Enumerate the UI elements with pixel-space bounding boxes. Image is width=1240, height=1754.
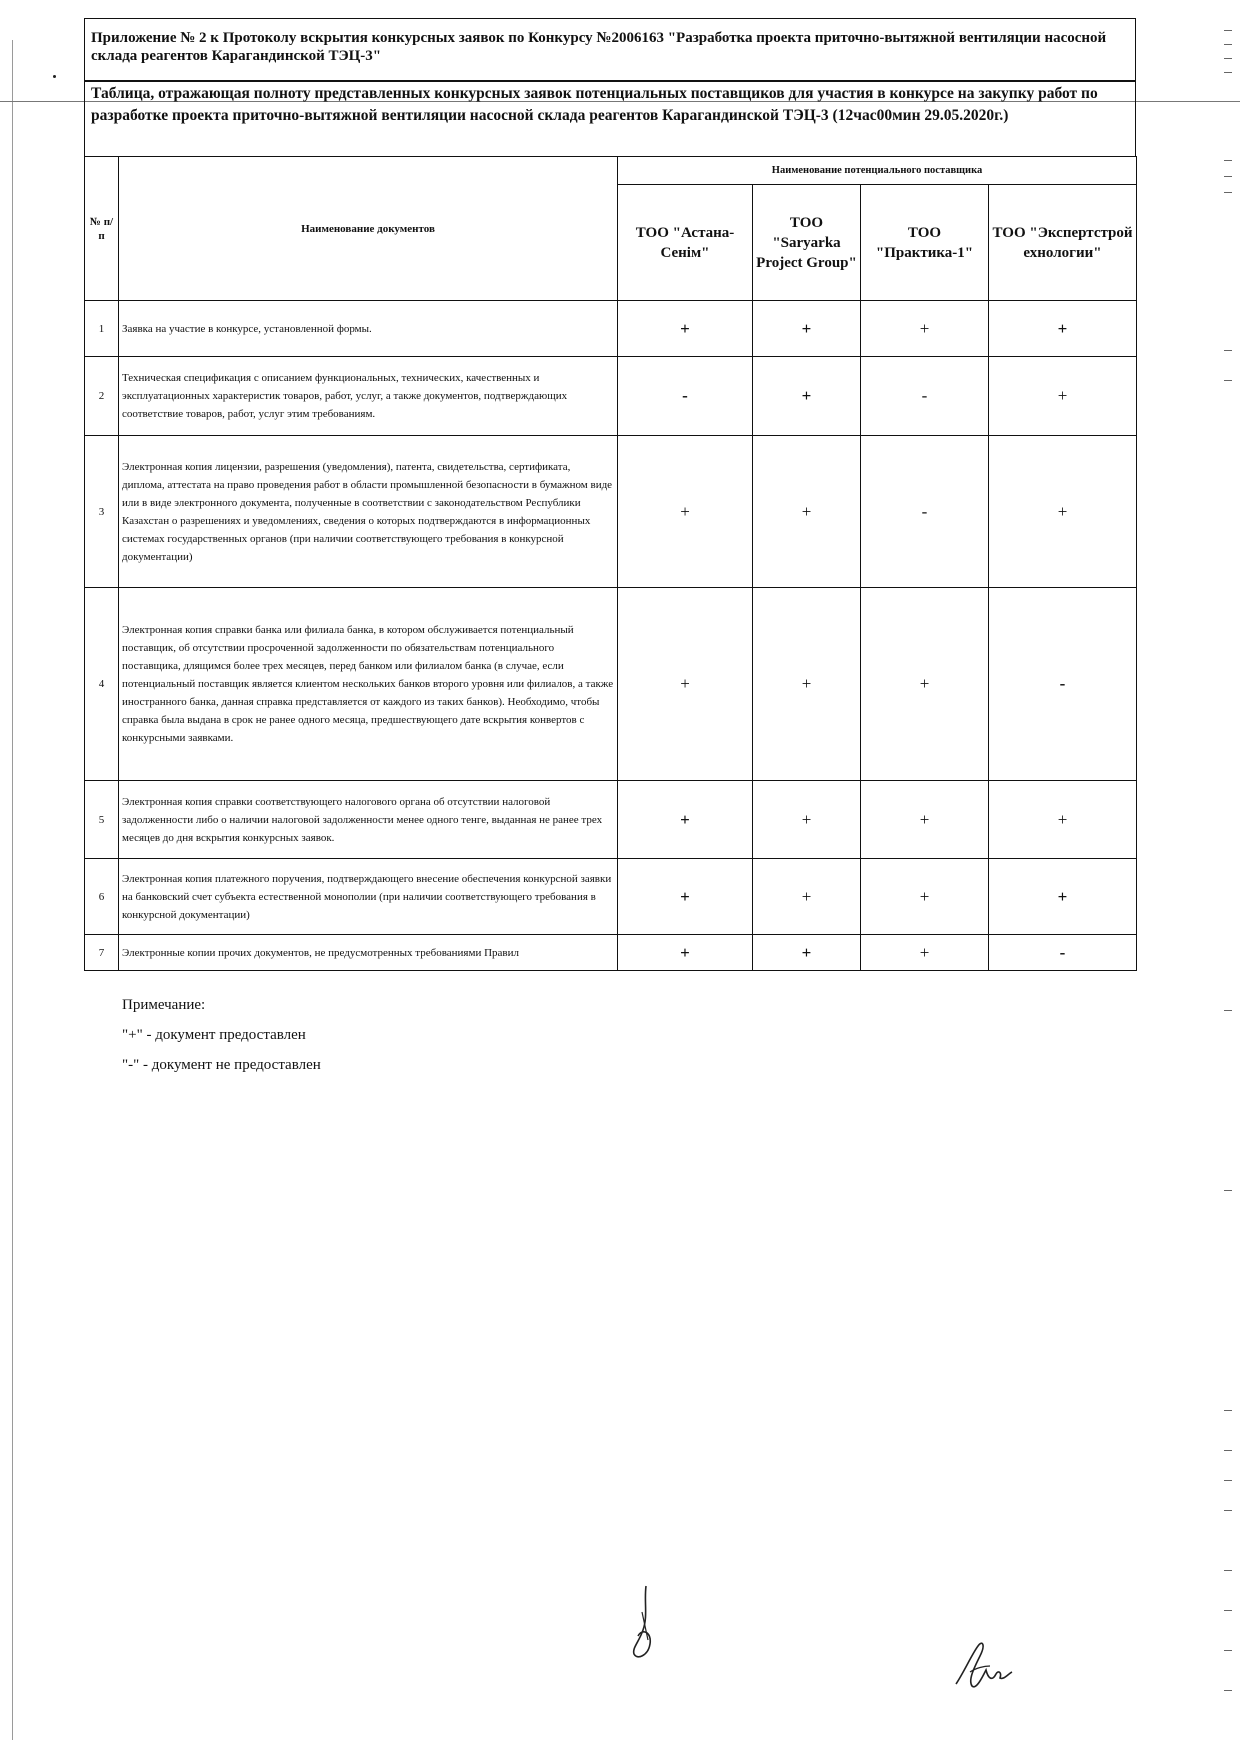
row-number: 5	[85, 781, 119, 859]
table-header-row	[85, 157, 1137, 185]
scan-edge-line	[12, 40, 13, 1740]
scan-mark	[1224, 58, 1232, 59]
column-header-number: № п/п	[85, 157, 119, 301]
mark-cell: +	[753, 859, 861, 935]
row-document-name: Электронная копия справки соответствующего налогового органа об отсутствии налоговой задолженности либо о наличии налоговой задолженности менее одного тенге, выданная не ранее трех месяцев до дня вскрытия конкурсных заявок.	[119, 781, 618, 859]
scan-mark	[1224, 1690, 1232, 1691]
scan-mark	[1224, 1480, 1232, 1481]
mark-cell: -	[989, 935, 1137, 971]
signature-left	[624, 1582, 664, 1662]
mark-cell: +	[753, 935, 861, 971]
mark-cell: +	[753, 588, 861, 781]
mark-cell: +	[753, 436, 861, 588]
document-header	[84, 18, 1136, 156]
scan-mark	[1224, 1010, 1232, 1011]
mark-cell: +	[989, 859, 1137, 935]
appendix-title: Приложение № 2 к Протоколу вскрытия конкурсных заявок по Конкурсу №2006163 "Разработка проекта приточно-вытяжной вентиляции насосной склада реагентов Карагандинской ТЭЦ-3"	[91, 30, 1107, 64]
scan-mark	[1224, 380, 1232, 381]
mark-cell: -	[618, 357, 753, 436]
scan-mark	[1224, 160, 1232, 161]
table-row	[85, 935, 1137, 971]
row-document-name: Электронная копия лицензии, разрешения (уведомления), патента, свидетельства, сертификата, диплома, аттестата на право проведения работ в области промышленной безопасности в бумажном виде или в виде электронного документа, полученные в соответствии с законодательством Республики Казахстан о разрешениях и уведомлениях, сведения о которых подтверждаются в информационных системах государственных органов (при наличии соответствующего требования в конкурсной документации)	[119, 436, 618, 588]
mark-cell: +	[753, 301, 861, 357]
row-number: 1	[85, 301, 119, 357]
table-row	[85, 859, 1137, 935]
row-number: 7	[85, 935, 119, 971]
scan-mark	[1224, 1190, 1232, 1191]
scan-mark	[1224, 1610, 1232, 1611]
row-document-name: Электронные копии прочих документов, не предусмотренных требованиями Правил	[119, 935, 618, 971]
table-row	[85, 357, 1137, 436]
mark-cell: +	[861, 301, 989, 357]
mark-cell: +	[989, 781, 1137, 859]
supplier-name-praktika: ТОО "Практика-1"	[861, 185, 989, 301]
supplier-name-ekspertstroy: ТОО "Экспертстрой ехнологии"	[989, 185, 1137, 301]
scan-mark	[1224, 72, 1232, 73]
scan-mark	[1224, 30, 1232, 31]
mark-cell: +	[861, 859, 989, 935]
mark-cell: +	[989, 436, 1137, 588]
scan-mark	[1224, 350, 1232, 351]
scan-mark	[1224, 1410, 1232, 1411]
row-document-name: Электронная копия справки банка или филиала банка, в котором обслуживается потенциальный поставщик, об отсутствии просроченной задолженности по обязательствам потенциального поставщика, длящимся более трех месяцев, перед банком или филиалом банка (в случае, если потенциальный поставщик является клиентом нескольких банков второго уровня или филиалов, а также иностранного банка, данная справка представляется от каждого из таких банков). Необходимо, чтобы справка была выдана в срок не ранее одного месяца, предшествующего дате вскрытия конвертов с конкурсными заявками.	[119, 588, 618, 781]
column-header-suppliers: Наименование потенциального поставщика	[618, 157, 1137, 185]
mark-cell: -	[989, 588, 1137, 781]
column-header-documents: Наименование документов	[119, 157, 618, 301]
mark-cell: +	[861, 781, 989, 859]
supplier-name-saryarka: ТОО "Saryarka Project Group"	[753, 185, 861, 301]
row-number: 2	[85, 357, 119, 436]
scan-mark	[1224, 1650, 1232, 1651]
row-number: 3	[85, 436, 119, 588]
mark-cell: +	[989, 301, 1137, 357]
mark-cell: +	[753, 781, 861, 859]
note-minus: "-" - документ не предоставлен	[122, 1057, 321, 1073]
table-row	[85, 301, 1137, 357]
mark-cell: +	[861, 935, 989, 971]
mark-cell: +	[753, 357, 861, 436]
margin-scan-marks	[1218, 10, 1232, 1710]
mark-cell: -	[861, 436, 989, 588]
scan-mark	[1224, 1570, 1232, 1571]
notes-block	[122, 990, 321, 1080]
scan-mark	[1224, 192, 1232, 193]
table-row	[85, 436, 1137, 588]
mark-cell: +	[618, 301, 753, 357]
row-document-name: Электронная копия платежного поручения, подтверждающего внесение обеспечения конкурсной заявки на банковский счет субъекта естественной монополии (при наличии соответствующего требования в конкурсной документации)	[119, 859, 618, 935]
mark-cell: +	[989, 357, 1137, 436]
scan-mark	[1224, 44, 1232, 45]
mark-cell: -	[861, 357, 989, 436]
notes-heading: Примечание:	[122, 997, 206, 1013]
mark-cell: +	[618, 436, 753, 588]
scan-mark	[1224, 176, 1232, 177]
header-divider	[85, 80, 1135, 82]
scan-mark	[1224, 1450, 1232, 1451]
mark-cell: +	[618, 588, 753, 781]
supplier-name-astana-senim: ТОО "Астана-Сенім"	[618, 185, 753, 301]
table-row	[85, 588, 1137, 781]
signature-right	[950, 1632, 1020, 1694]
table-title: Таблица, отражающая полноту представленных конкурсных заявок потенциальных поставщиков для участия в конкурсе на закупку работ по разработке проекта приточно-вытяжной вентиляции насосной склада реагентов Карагандинской ТЭЦ-3 (12час00мин 29.05.2020г.)	[91, 85, 1098, 124]
note-plus: "+" - документ предоставлен	[122, 1027, 306, 1043]
completeness-table	[84, 156, 1137, 971]
mark-cell: +	[861, 588, 989, 781]
row-document-name: Заявка на участие в конкурсе, установленной формы.	[119, 301, 618, 357]
scan-mark	[1224, 1510, 1232, 1511]
mark-cell: +	[618, 859, 753, 935]
row-document-name: Техническая спецификация с описанием функциональных, технических, качественных и эксплуатационных характеристик товаров, работ, услуг, а также документов, подтверждающих соответствие товаров, работ, услуг этим требованиям.	[119, 357, 618, 436]
scan-speck	[53, 75, 56, 78]
table-row	[85, 781, 1137, 859]
row-number: 4	[85, 588, 119, 781]
mark-cell: +	[618, 781, 753, 859]
row-number: 6	[85, 859, 119, 935]
mark-cell: +	[618, 935, 753, 971]
